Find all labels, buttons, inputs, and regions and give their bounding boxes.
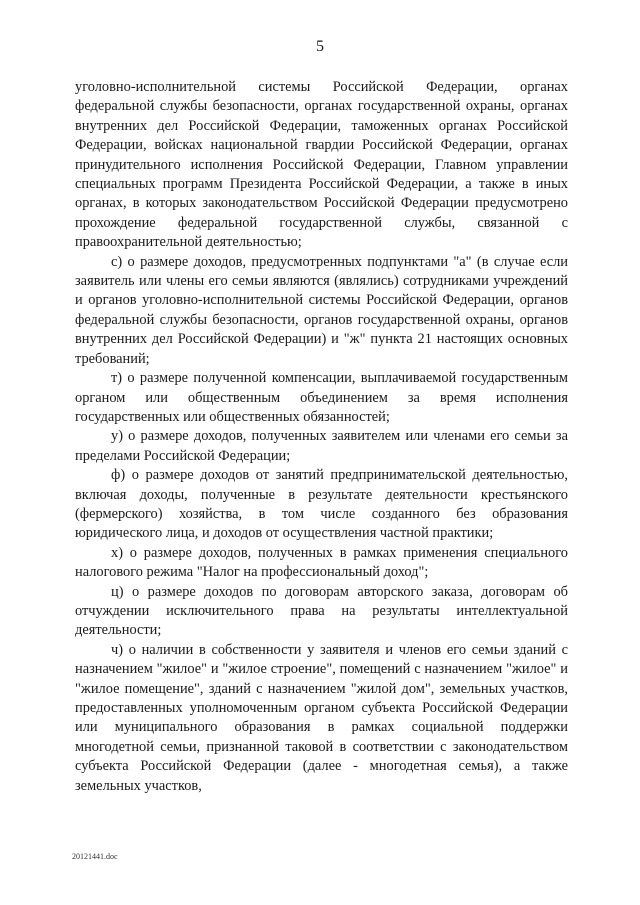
paragraph-item-s: с) о размере доходов, предусмотренных подпунктами "а" (в случае если заявитель или члены его семьи являются (являлись) сотрудниками учреждений и органов уголовно-исполнительной системы Российской Федерации, органов федеральной службы безопасности, органов государственной охраны, органов внутренних дел Российской Федерации) и "ж" пункта 21 настоящих основных требований; [75,253,568,367]
paragraph-item-f: ф) о размере доходов от занятий предпринимательской деятельностью, включая доходы, полученные в результате деятельности крестьянского (фермерского) хозяйства, в том числе созданного без образования юридического лица, и доходов от осуществления частной практики; [75,467,568,542]
paragraph-item-kh: х) о размере доходов, полученных в рамках применения специального налогового режима "Налог на профессиональный доход"; [75,544,568,581]
page-number: 5 [316,38,324,55]
paragraph-item-u: у) о размере доходов, полученных заявителем или членами его семьи за пределами Российской Федерации; [75,428,568,464]
paragraph-continuation: уголовно-исполнительной системы Российской Федерации, органах федеральной службы безопасности, органах государственной охраны, органах внутренних дел Российской Федерации, таможенных органах Российской Федерации, войсках национальной гвардии Российской Федерации, органах принудительного исполнения Российской Федерации, Главном управлении специальных программ Президента Российской Федерации, а также в иных органах, в которых законодательством Российской Федерации предусмотрено прохождение федеральной государственной службы, связанной с правоохранительной деятельностью; [75,79,568,251]
paragraph-item-ch: ч) о наличии в собственности у заявителя и членов его семьи зданий с назначением "жилое" и "жилое строение", помещений с назначением "жилое" и "жилое помещение", зданий с назначением "жилой дом", земельных участков, предоставленных уполномоченным органом субъекта Российской Федерации или муниципального образования в рамках социальной поддержки многодетной семьи, признанной таковой в соответствии с законодательством субъекта Российской Федерации (далее - многодетная семья), а также земельных участков, [75,641,568,794]
paragraph-item-t: т) о размере полученной компенсации, выплачиваемой государственным органом или общественным объединением за время исполнения государственных или общественных обязанностей; [75,370,568,425]
paragraph-item-ts: ц) о размере доходов по договорам авторского заказа, договорам об отчуждении исключительного права на результаты интеллектуальной деятельности; [75,583,568,639]
footer-filename: 20121441.doc [72,852,118,861]
document-body [75,78,568,796]
